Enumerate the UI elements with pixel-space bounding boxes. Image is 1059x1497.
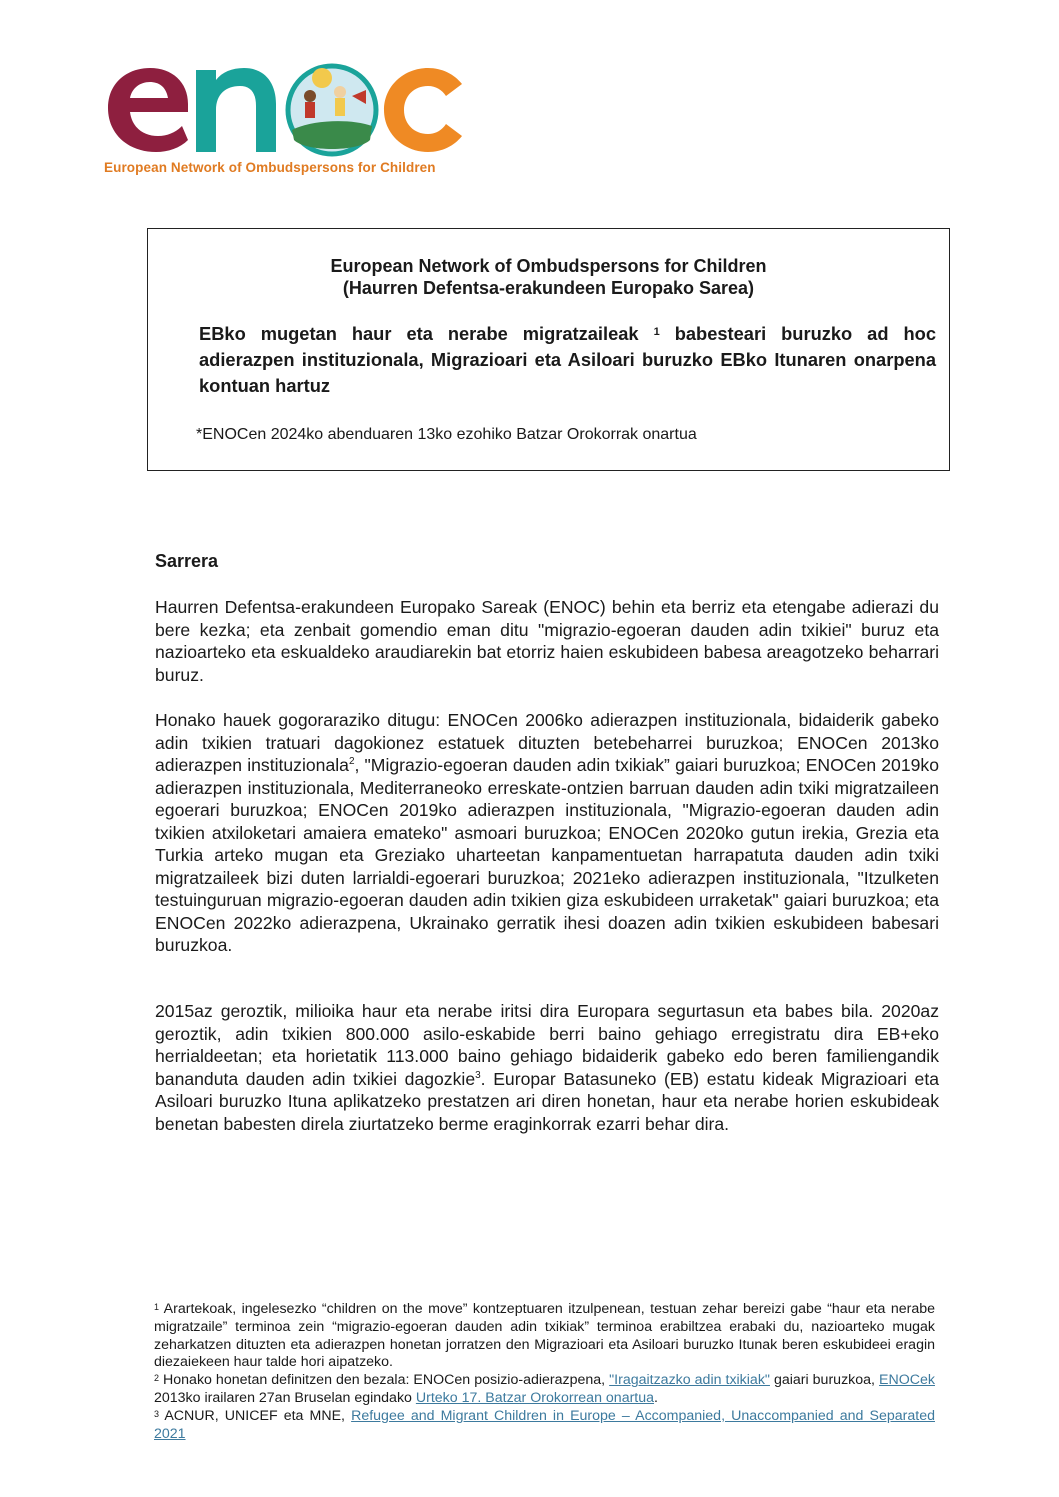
- declaration-header-box: [147, 228, 950, 471]
- declaration-title-part2: babesteari buruzko ad hoc adierazpen instituzionala, Migrazioari eta Asiloari buruzko EBko Itunaren onarpena kontuan hartuz: [199, 323, 936, 396]
- footnote-3-number: 3: [154, 1408, 160, 1419]
- footnote-ref-1[interactable]: 1: [653, 326, 660, 338]
- logo-letter-n: [196, 68, 276, 152]
- footnote-2: [154, 1372, 935, 1408]
- adoption-note: *ENOCen 2024ko abenduaren 13ko ezohiko Batzar Orokorrak onartua: [196, 426, 697, 443]
- logo-tagline: European Network of Ombudspersons for Children: [104, 160, 436, 175]
- paragraph-3-part-b: . Europar Batasuneko (EB) estatu kideak Migrazioari eta Asiloari buruzko Ituna aplikatzeko prestatzen ari diren honetan, haur eta nerabe horien eskubideak benetan babesten direla ziurtatzeko berme eraginkorrak ezarri behar dira.: [155, 1068, 939, 1134]
- org-name-basque: (Haurren Defentsa-erakundeen Europako Sarea): [342, 278, 755, 298]
- footnote-ref-2[interactable]: 2: [348, 756, 355, 767]
- declaration-title-part1: EBko mugetan haur eta nerabe migratzaileak: [199, 323, 639, 344]
- paragraph-1: Haurren Defentsa-erakundeen Europako Sareak (ENOC) behin eta berriz eta etengabe adierazi du bere kezka; eta zenbait gomendio eman ditu "migrazio-egoeran dauden adin txikiei" buruz eta nazioarteko eta eskualdeko araudiarekin bat etorriz haien eskubideen babesa areagotzeko beharrari buruz.: [155, 597, 939, 685]
- footnote-ref-3[interactable]: 3: [475, 1069, 481, 1081]
- footnote-3: [154, 1408, 935, 1444]
- footnote-2-link-enoc[interactable]: ENOCek: [879, 1372, 935, 1389]
- org-name: European Network of Ombudspersons for Children: [330, 256, 767, 276]
- paragraph-2: [155, 709, 939, 957]
- paragraph-3-part-a: 2015az geroztik, milioika haur eta nerabe iritsi dira Europara segurtasun eta babes bila. 2020az geroztik, adin txikien 800.000 asilo-eskabide berri baino gehiago erregistratu dira EB+eko herrialdeetan; eta horietatik 113.000 baino gehiago bidaiderik gabeko edo beren familiengandik bananduta dauden adin txikiei dagozkie: [155, 1001, 939, 1089]
- footnote-2-text-d: .: [654, 1389, 658, 1406]
- logo-children-illustration: [288, 66, 376, 154]
- footnote-2-text-a: Honako honetan definitzen den bezala: ENOCen posizio-adierazpena,: [159, 1372, 610, 1389]
- footnote-1: [154, 1301, 935, 1372]
- footnote-3-text: ACNUR, UNICEF eta MNE,: [159, 1407, 352, 1424]
- footnote-2-link-general-assembly[interactable]: Urteko 17. Batzar Orokorrean onartua: [415, 1389, 655, 1406]
- footnote-1-number: 1: [154, 1302, 160, 1312]
- section-heading-sarrera: Sarrera: [155, 551, 219, 571]
- footnote-2-link-position-statement[interactable]: "Iragaitzazko adin txikiak": [609, 1372, 770, 1389]
- footnote-2-text-b: gaiari buruzkoa,: [769, 1372, 879, 1389]
- footnote-1-text: Arartekoak, ingelesezko “children on the move” kontzeptuaren itzulpenean, testuan zehar bereizi gabe “haur eta nerabe migratzaile” terminoa zein “migrazio-egoeran dauden adin txikiak” terminoa erabiltzea erabaki du, nazioarteko mugak zeharkatzen dituzten eta adierazpen honetan jorratzen den Migrazioari eta Asiloari buruzko Itunak beren eskubideei eragin diezaiekeen haur talde hori aipatzeko.: [154, 1301, 935, 1371]
- declaration-title: [199, 321, 936, 399]
- footnote-3-link-report[interactable]: Refugee and Migrant Children in Europe – Accompanied, Unaccompanied and Separated 2021: [154, 1407, 935, 1442]
- footnote-2-text-c: 2013ko irailaren 27an Bruselan egindako: [154, 1389, 416, 1406]
- paragraph-3: [155, 1000, 939, 1135]
- enoc-logo-mark: [100, 60, 470, 160]
- logo-letter-e: [108, 68, 188, 152]
- paragraph-2-part-b: , "Migrazio-egoeran dauden adin txikiak” gaiari buruzkoa; ENOCen 2019ko adierazpen instituzionala, Mediterraneoko erreskate-ontzien barruan dauden adin txiki migratzaileen egoerari buruzkoa; ENOCen 2019ko adierazpen instituzionala, "Migrazio-egoeran dauden adin txikien atxiloketari amaiera emateko" asmoari buruzkoa; ENOCen 2020ko gutun irekia, Grezia eta Turkia arteko mugan eta Greziako uharteetan kanpamentuetan harrapatuta dauden adin txiki migratzaileek bizi duten larrialdi-egoerari buruzkoa; 2021eko adierazpen instituzionala, "Itzulketen testuinguruan migrazio-egoeran dauden adin txikien giza eskubideen urraketak" gaiari buruzkoa; eta ENOCen 2022ko adierazpena, Ukrainako gerratik ihesi doazen adin txikien eskubideen babesari buruzkoa.: [155, 755, 939, 955]
- footnotes: [154, 1301, 935, 1443]
- logo-letter-c: [384, 68, 462, 152]
- paragraph-2-part-a: Honako hauek gogoraraziko ditugu: ENOCen 2006ko adierazpen instituzionala, bidaiderik gabeko adin txikien tratuari dagokionez estatuek dituzten betebeharrei buruzkoa; ENOCen 2013ko adierazpen instituzionala: [155, 710, 939, 775]
- footnote-2-number: 2: [154, 1373, 160, 1384]
